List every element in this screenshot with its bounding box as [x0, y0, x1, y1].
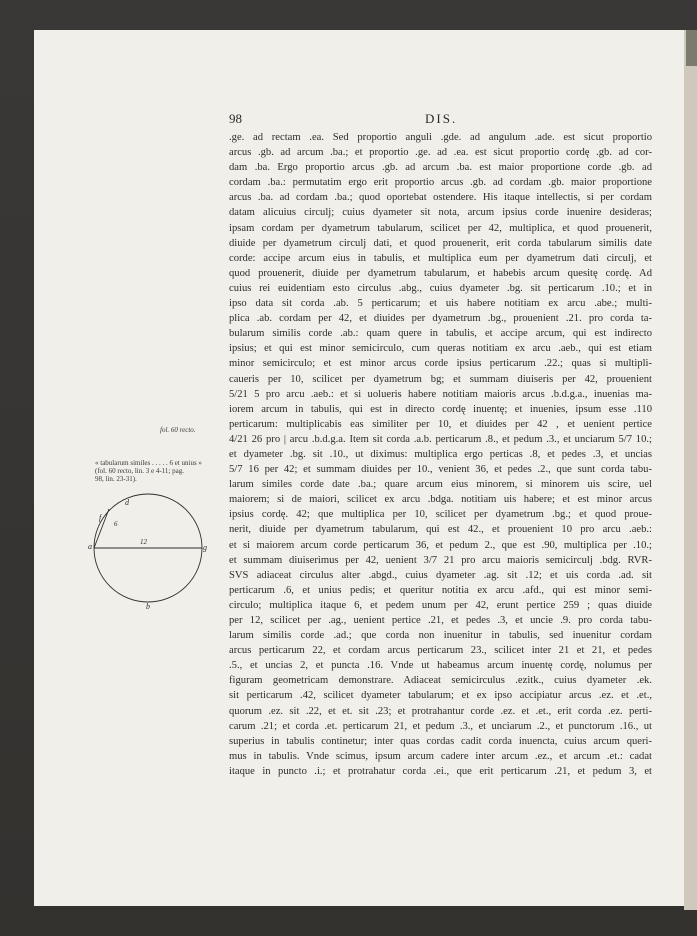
diagram-chord: [94, 509, 109, 548]
text-line: maiorem; si de maiori, scilicet ex arcu .bdga. notitiam uis habere; et est minor arcus: [229, 494, 652, 506]
margin-note-line: « tabularum similes . . . . . 6 et unius »: [95, 459, 202, 467]
label-f: f: [99, 513, 102, 522]
text-line: et summam diuiserimus per 42, uenient 3/7 21 pro arcu maioris semicirculj .bdg. RVR-: [229, 554, 652, 566]
text-line: corde: accipe arcum eius in tabulis, et multiplica eum per dyametrum dati circulj, et: [229, 252, 652, 264]
text-line: plica .ab. cordam per 42, et diuides per dyametrum .bg., prouenient .21. pro corda ta-: [229, 313, 652, 325]
text-line: SVS adiaceat circulus alter .abgd., cuius dyameter .ag. sit .12; et uis corda .ad. sit: [229, 569, 652, 581]
text-line: perticarum .6, et unius pedis; et queritur notitia ex arcu .afd., qui est minor semi-: [229, 584, 652, 596]
margin-note-folio: fol. 60 recto.: [160, 426, 196, 434]
text-line: datam alicuius circulj; cuius dyameter sit nota, arcum ipsius corde inuenire desideras;: [229, 207, 652, 219]
label-g: g: [203, 543, 207, 552]
label-d: d: [125, 498, 129, 507]
text-line: circulo; multiplica itaque 6, et pedem unum per 42, erunt pertice 259 ; quas diuide: [229, 599, 652, 611]
text-line: carum .21; et corda .et. perticarum 21, et pedum .3., et unciarum .2., et punctorum .16., ut: [229, 720, 652, 732]
text-line: et dyameter .bg. sit .10., ut diximus: multiplica ergo perticas .8, et pedes .3, et uncias: [229, 448, 652, 460]
text-line: arcus .gb. ad arcum .ba.; et proportio .ge. ad .ea. est sicut proportio cordę .gb. ad cor-: [229, 147, 652, 159]
page-edge-strip: [684, 30, 697, 910]
margin-note-reference: [95, 459, 220, 483]
text-line: ipso data sit corda .ab. 5 perticarum; et uis habere notitiam ex arcu .abe.; multi-: [229, 298, 652, 310]
text-line: larum similes corde date .ba.; quare arcum eius minorem, si minorem uis scire, uel: [229, 479, 652, 491]
text-line: quorum .ez. sit .22, et et. sit .23; et protrahantur corde .ez. et .et., erit corda .ez. perti-: [229, 705, 652, 717]
text-line: perticarum: multiplicabis eas similiter per 10, et diuides per 42 , et uenient pertice: [229, 418, 652, 430]
text-line: ipsius cordę. 42; que multiplica per 10, scilicet per dyametrum .bg.; et quod proue-: [229, 509, 652, 521]
label-b: b: [146, 602, 150, 611]
text-line: 4/21 26 pro | arcu .b.d.g.a. Item sit corda .a.b. perticarum .8., et pedum .3., et unciarum 5/7 10.;: [229, 433, 652, 445]
text-line: superius in tabulis continetur; inter quas cordas cadit corda inuencta, cuius arcum queri-: [229, 735, 652, 747]
text-line: arcus .ba. ad cordam .ba.; quod oportebat ostendere. His itaque intellectis, si per cordam: [229, 192, 652, 204]
text-line: caueris per 10, scilicet per dyametrum bg; et summam diuiseris per 42, prouenient: [229, 373, 652, 385]
text-line: et si maiorem arcum corde perticarum 36, et pedum 2., que est .90, multiplica per .10.;: [229, 539, 652, 551]
margin-note-line: 98, lin. 23-31).: [95, 475, 137, 483]
text-line: minor semicirculo; et est minor arcus corde ipsius perticarum .22.; quas si multipli-: [229, 358, 652, 370]
text-line: ipsam cordam per dyametrum tabularum, scilicet per 42, multiplica, et quod prouenerit,: [229, 222, 652, 234]
text-line: iorem arcum in tabulis, qui est in directo cordę inuentę; et inuenies, ipsum esse .110: [229, 403, 652, 415]
margin-note-line: (fol. 60 recto, lin. 3 e 4-11; pag.: [95, 467, 184, 475]
text-line: mus in tabulis. Vnde scimus, ipsum arcum cadere inter arcum .ez., et arcum .et.: cadat: [229, 750, 652, 762]
text-line: larum similis corde .ad.; que corda non inuenitur in tabulis, sed inuenitur cordam: [229, 630, 652, 642]
text-line: per 12, scilicet per .ag., uenient pertice .21, et pedes .3, et uncie .9. pro corda tabu-: [229, 615, 652, 626]
text-line: .ge. ad rectam .ea. Sed proportio anguli .gde. ad angulum .ade. est sicut proportio: [229, 132, 652, 143]
page-edge-marker: [686, 30, 697, 66]
text-line: quod prouenerit, diuide per dyametrum tabularum, et habebis arcum quesitę cordę. Ad: [229, 267, 652, 279]
circle-diagram: [86, 498, 214, 611]
label-twelve: 12: [140, 538, 147, 546]
text-line: nerit, diuide per dyametrum tabularum, qui est 42., et prouenient 10 pro arcu .aeb.:: [229, 524, 652, 536]
text-line: 5/7 16 per 42; et summam diuides per 10., venient 36, et pedes .2., que sunt corda tabu-: [229, 464, 652, 476]
text-line: .5., et uncias 2, et puncta .16. Vnde ut habeamus arcum inuentę cordę, nolumus per: [229, 660, 652, 672]
text-line: cuius rei euidentiam esto circulus .abg., cuius dyameter .bg. sit perticarum .10.; et in: [229, 282, 652, 294]
main-text: [229, 130, 652, 779]
page-number: 98: [229, 111, 242, 126]
text-line: bularum similis corde .ab.: quam quere in tabulis, et accipe arcum, qui est indirecto: [229, 328, 652, 340]
text-line: 5/21 5 pro arcu .aeb.: et si uolueris habere notitiam maioris arcus .b.d.g.a., inuenias ma-: [229, 388, 652, 400]
text-line: itaque in puncto .i.; et protrahatur corda .ei., que erit perticarum .21, et pedum 3, et: [229, 765, 652, 777]
text-line: ipsius; et qui est minor semicirculo, cum queras notitiam ex arcu .aeb., qui est etiam: [229, 343, 652, 355]
text-line: sit perticarum .42, scilicet dyameter tabularum; et ex ipso accipiatur arcus .ez. et .et.,: [229, 690, 652, 702]
label-a: a: [88, 542, 92, 551]
text-line: dam .ba. Ergo proportio arcus .gb. ad arcum .ba. est maior proportione corde .gb. ad: [229, 162, 652, 174]
running-head: DIS.: [425, 111, 458, 126]
text-line: cordam .ba.: permutatim ergo erit proportio arcus .gb. ad cordam .gb. maior proportione: [229, 177, 652, 189]
text-line: figuram geometricam demonstrare. Adiaceat semicirculus .ezitk., cuius dyameter .ek.: [229, 675, 652, 687]
text-line: diuide per dyametrum circulj dati, et quod prouenerit, erit corda tabularum similis date: [229, 237, 652, 249]
text-line: arcus perticarum 22, et cordam arcus perticarum 23., scilicet inter 21 et 21, et pedes: [229, 645, 652, 657]
label-six: 6: [114, 520, 118, 528]
